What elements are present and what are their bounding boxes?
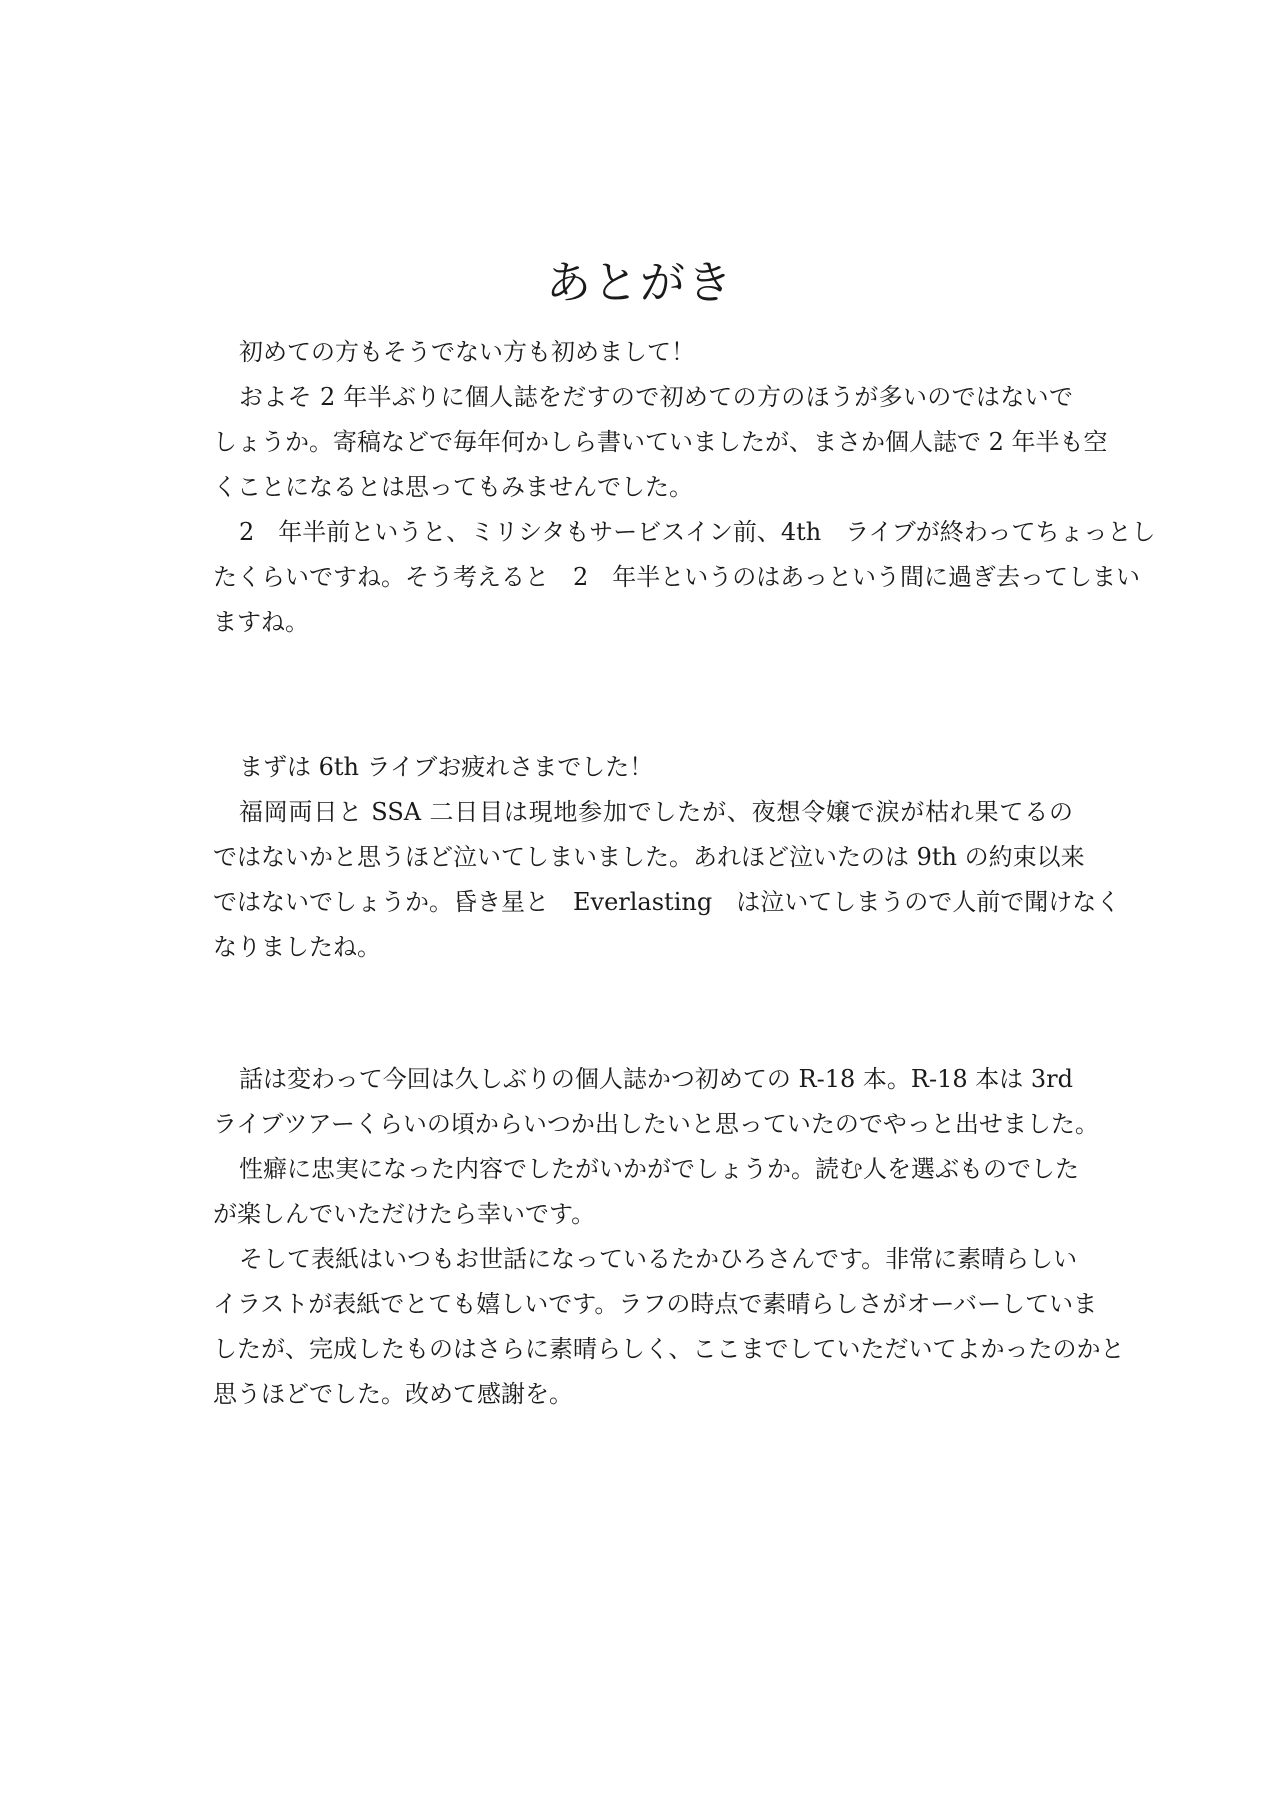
- text-line: が楽しんでいただけたら幸いです。: [213, 1200, 596, 1228]
- text-line: ではないかと思うほど泣いてしまいました。あれほど泣いたのは 9th の約束以来: [213, 843, 1085, 871]
- text-line: しょうか。寄稿などで毎年何かしら書いていましたが、まさか個人誌で 2 年半も空: [213, 428, 1108, 456]
- text-line: ますね。: [213, 608, 309, 636]
- afterword-section-1: [213, 330, 1156, 645]
- text-line: したが、完成したものはさらに素晴らしく、ここまでしていただいてよかったのかと: [213, 1335, 1125, 1363]
- text-line: 思うほどでした。改めて感謝を。: [213, 1380, 573, 1408]
- text-line: 話は変わって今回は久しぶりの個人誌かつ初めての R-18 本。R-18 本は 3rd: [239, 1065, 1073, 1093]
- text-line: ライブツアーくらいの頃からいつか出したいと思っていたのでやっと出せました。: [213, 1110, 1099, 1138]
- text-line: そして表紙はいつもお世話になっているたかひろさんです。非常に素晴らしい: [239, 1245, 1078, 1273]
- text-line: ではないでしょうか。昏き星と Everlasting は泣いてしまうので人前で聞けなく: [213, 888, 1121, 916]
- text-line: たくらいですね。そう考えると 2 年半というのはあっという間に過ぎ去ってしまい: [213, 563, 1141, 591]
- text-line: 2 年半前というと、ミリシタもサービスイン前、4th ライブが終わってちょっとし: [239, 518, 1156, 546]
- text-line: なりましたね。: [213, 933, 381, 961]
- text-line: 性癖に忠実になった内容でしたがいかがでしょうか。読む人を選ぶものでした: [239, 1155, 1079, 1183]
- afterword-section-2: [213, 745, 1121, 970]
- text-line: くことになるとは思ってもみませんでした。: [213, 473, 693, 501]
- text-line: まずは 6th ライブお疲れさまでした！: [239, 753, 654, 781]
- text-line: イラストが表紙でとても嬉しいです。ラフの時点で素晴らしさがオーバーしていま: [213, 1290, 1098, 1318]
- afterword-section-3: [213, 1057, 1125, 1417]
- text-line: 福岡両日と SSA 二日目は現地参加でしたが、夜想令嬢で涙が枯れ果てるの: [239, 798, 1073, 826]
- text-line: 初めての方もそうでない方も初めまして！: [239, 338, 695, 366]
- text-line: およそ 2 年半ぶりに個人誌をだすので初めての方のほうが多いのではないで: [239, 383, 1073, 411]
- page-title: あとがき: [545, 256, 734, 309]
